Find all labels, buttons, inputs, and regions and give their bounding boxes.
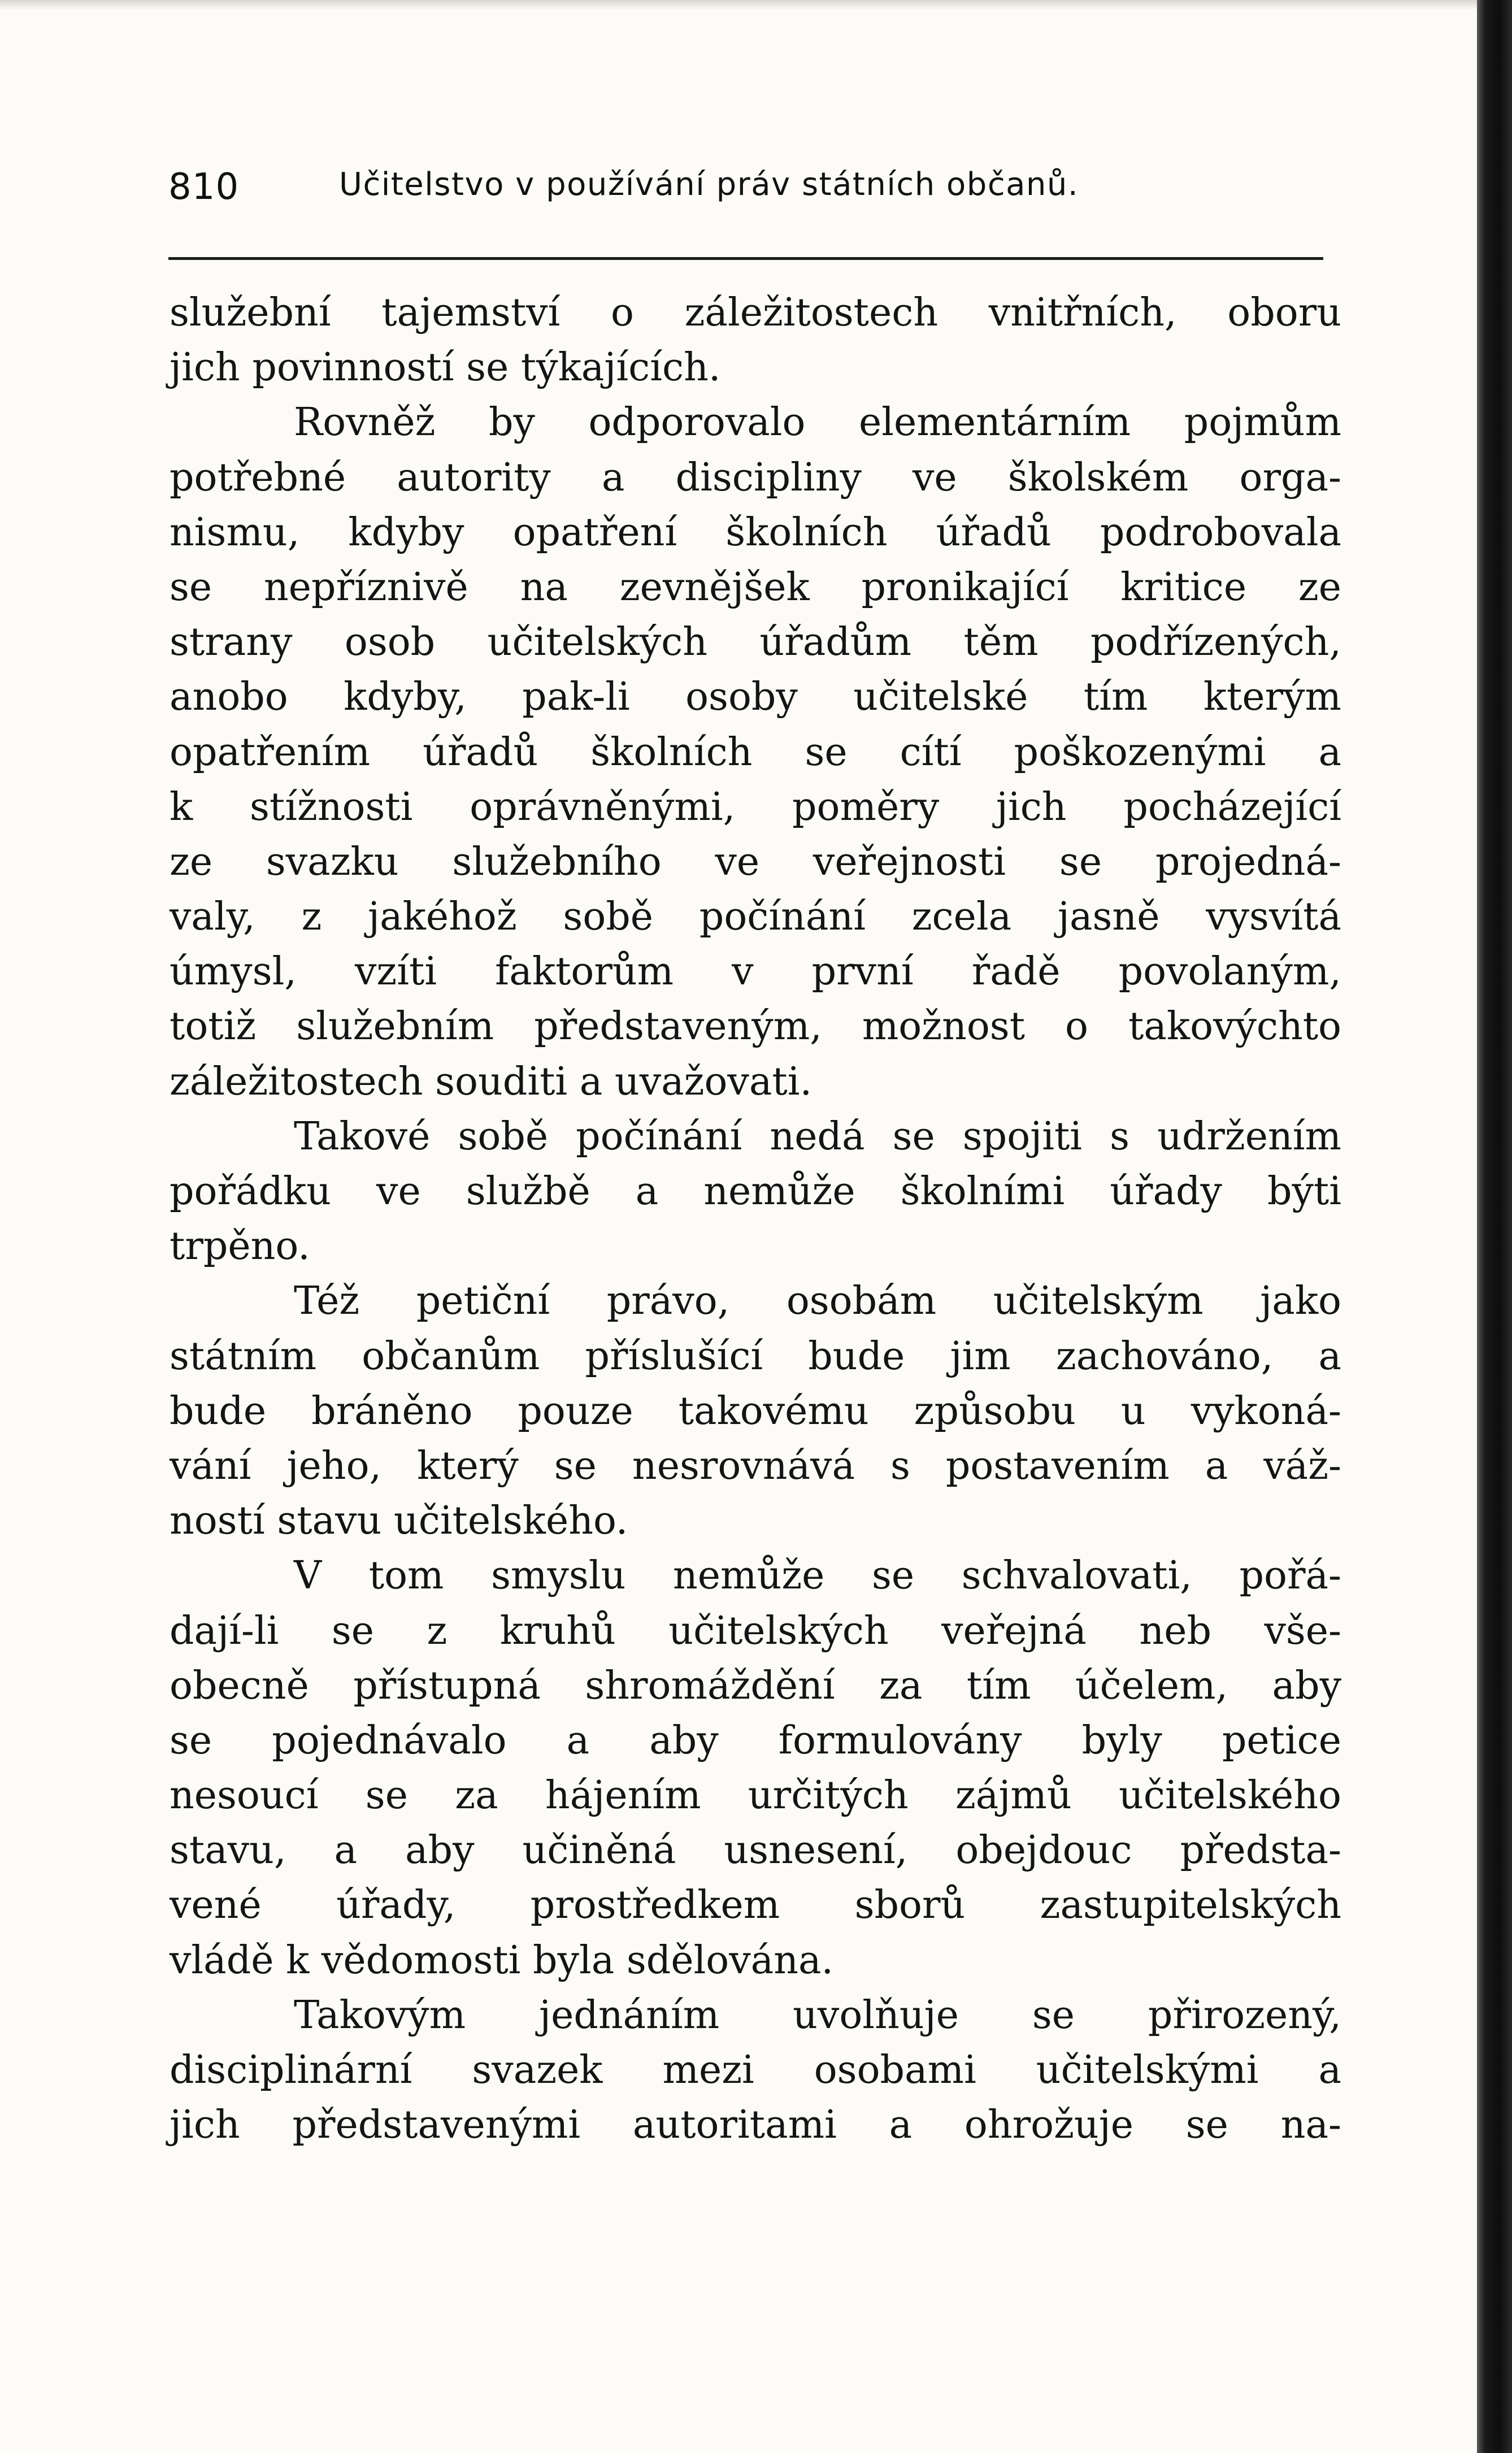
page-number: 810 [168, 166, 240, 208]
text-line: vládě k vědomosti byla sdělována. [170, 1938, 834, 1983]
text-line: anobo kdyby, pak-li osoby učitelské tím kterým [170, 675, 1341, 720]
text-line: služební tajemství o záležitostech vnitřních, oboru [170, 290, 1341, 335]
text-line: ností stavu učitelského. [170, 1499, 628, 1544]
text-line: potřebné autority a discipliny ve školském orga- [170, 455, 1341, 500]
paragraph-first-line: Takovým jednáním uvolňuje se přirozený, [294, 1992, 1341, 2038]
text-line: se nepříznivě na zevnějšek pronikající kritice ze [170, 565, 1341, 610]
text-line: bude bráněno pouze takovému způsobu u vykoná- [170, 1388, 1341, 1434]
text-line: státním občanům příslušící bude jim zachováno, a [170, 1334, 1341, 1379]
running-title: Učitelstvo v používání práv státních občanů. [339, 166, 1079, 203]
text-line: se pojednávalo a aby formulovány byly petice [170, 1718, 1341, 1763]
text-line: úmysl, vzíti faktorům v první řadě povolaným, [170, 949, 1341, 995]
text-line: jich povinností se týkajících. [170, 345, 721, 390]
text-line: záležitostech souditi a uvažovati. [170, 1059, 813, 1104]
text-line: pořádku ve službě a nemůže školními úřady býti [170, 1169, 1341, 1214]
page-header [168, 151, 1323, 219]
paragraph-first-line: Rovněž by odporovalo elementárním pojmům [294, 400, 1341, 445]
paragraph-first-line: Též petiční právo, osobám učitelským jako [294, 1279, 1341, 1324]
text-line: ze svazku služebního ve veřejnosti se projedná- [170, 839, 1341, 884]
text-line: jich představenými autoritami a ohrožuje se na- [170, 2103, 1341, 2148]
text-line: stavu, a aby učiněná usnesení, obejdouc předsta- [170, 1828, 1341, 1873]
page-top-shadow [0, 0, 1477, 10]
text-line: opatřením úřadů školních se cítí poškozenými a [170, 730, 1341, 775]
paragraph-first-line: V tom smyslu nemůže se schvalovati, pořá- [294, 1553, 1341, 1599]
text-line: vání jeho, který se nesrovnává s postavením a váž- [170, 1443, 1341, 1488]
text-line: disciplinární svazek mezi osobami učitelskými a [170, 2048, 1341, 2092]
page-binding-edge [1477, 0, 1512, 2453]
paragraph-first-line: Takové sobě počínání nedá se spojiti s udržením [294, 1114, 1341, 1159]
text-line: nismu, kdyby opatření školních úřadů podrobovala [170, 510, 1341, 555]
text-line: vené úřady, prostředkem sborů zastupitelských [170, 1883, 1341, 1928]
header-rule [168, 257, 1323, 260]
text-line: nesoucí se za hájením určitých zájmů učitelského [170, 1773, 1341, 1818]
text-line: k stížnosti oprávněnými, poměry jich pocházející [170, 784, 1341, 830]
text-line: obecně přístupná shromáždění za tím účelem, aby [170, 1663, 1341, 1708]
text-line: strany osob učitelských úřadům těm podřízených, [170, 620, 1341, 665]
text-line: valy, z jakéhož sobě počínání zcela jasně vysvítá [170, 895, 1341, 940]
text-line: dají-li se z kruhů učitelských veřejná neb vše- [170, 1608, 1341, 1653]
body-text [170, 285, 1345, 2152]
text-line: totiž služebním představeným, možnost o takovýchto [170, 1004, 1341, 1049]
text-line: trpěno. [170, 1224, 310, 1269]
